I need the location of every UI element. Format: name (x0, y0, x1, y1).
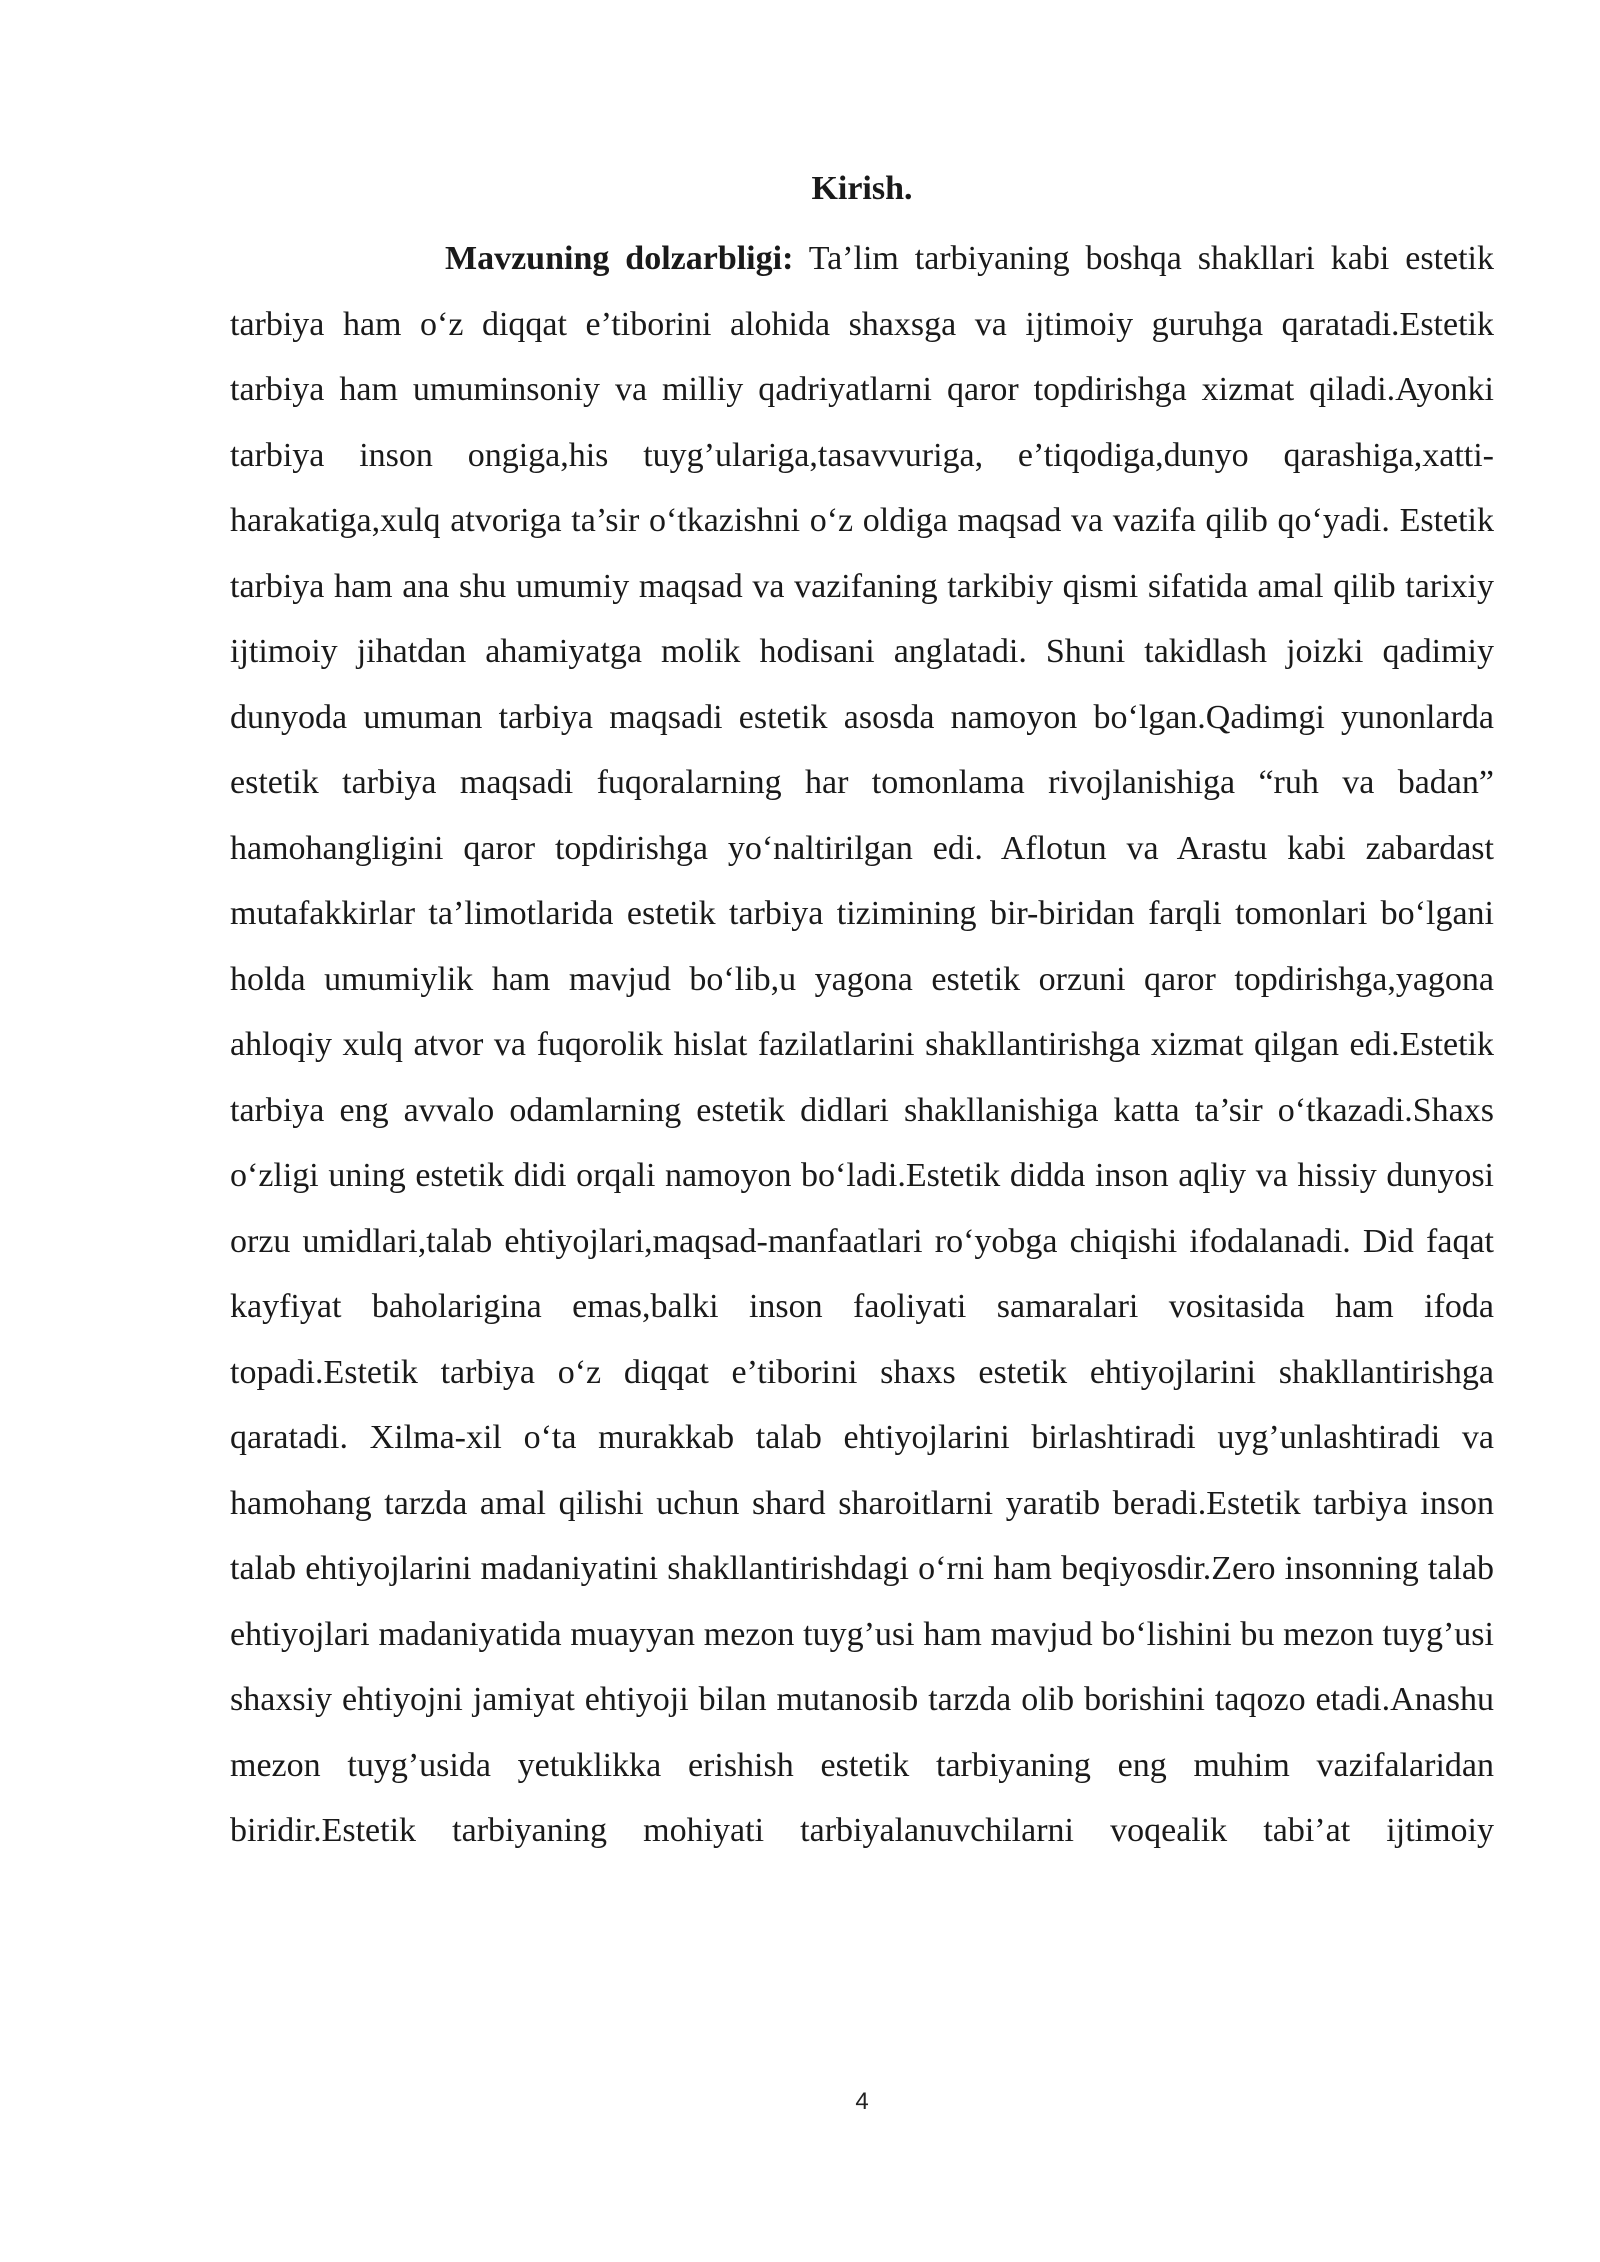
page-number: 4 (855, 2088, 869, 2115)
section-heading: Kirish. (811, 170, 913, 207)
paragraph-text: Ta’lim tarbiyaning boshqa shakllari kabi estetik tarbiya ham o‘z diqqat e’tiborini alohida shaxsga va ijtimoiy guruhga qaratadi.Estetik tarbiya ham umuminsoniy va milliy qadriyatlarni qaror topdirishga xizmat qiladi.Ayonki tarbiya inson ongiga,his tuyg’ulariga,tasavvuriga, e’tiqodiga,dunyo qarashiga,xatti-harakatiga,xulq atvoriga ta’sir o‘tkazishni o‘z oldiga maqsad va vazifa qilib qo‘yadi. Estetik tarbiya ham ana shu umumiy maqsad va vazifaning tarkibiy qismi sifatida amal qilib tarixiy ijtimoiy jihatdan ahamiyatga molik hodisani anglatadi. Shuni takidlash joizki qadimiy dunyoda umuman tarbiya maqsadi estetik asosda namoyon bo‘lgan.Qadimgi yunonlarda estetik tarbiya maqsadi fuqoralarning har tomonlama rivojlanishiga “ruh va badan” hamohangligini qaror topdirishga yo‘naltirilgan edi. Aflotun va Arastu kabi zabardast mutafakkirlar ta’limotlarida estetik tarbiya tizimining bir-biridan farqli tomonlari bo‘lgani holda umumiylik ham mavjud bo‘lib,u yagona estetik orzuni qaror topdirishga,yagona ahloqiy xulq atvor va fuqorolik hislat fazilatlarini shakllantirishga xizmat qilgan edi.Estetik tarbiya eng avvalo odamlarning estetik didlari shakllanishiga katta ta’sir o‘tkazadi.Shaxs o‘zligi uning estetik didi orqali namoyon bo‘ladi.Estetik didda inson aqliy va hissiy dunyosi orzu umidlari,talab ehtiyojlari,maqsad-manfaatlari ro‘yobga chiqishi ifodalanadi. Did faqat kayfiyat baholarigina emas,balki inson faoliyati samaralari vositasida ham ifoda topadi.Estetik tarbiya o‘z diqqat e’tiborini shaxs estetik ehtiyojlarini shakllantirishga qaratadi. Xilma-xil o‘ta murakkab talab ehtiyojlarini birlashtiradi uyg’unlashtiradi va hamohang tarzda amal qilishi uchun shard sharoitlarni yaratib beradi.Estetik tarbiya inson talab ehtiyojlarini madaniyatini shakllantirishdagi o‘rni ham beqiyosdir.Zero insonning talab ehtiyojlari madaniyatida muayyan mezon tuyg’usi ham mavjud bo‘lishini bu mezon tuyg’usi shaxsiy ehtiyojni jamiyat ehtiyoji bilan mutanosib tarzda olib borishini taqozo etadi.Anashu mezon tuyg’usida yetuklikka erishish estetik tarbiyaning eng muhim vazifalaridan biridir.Estetik tarbiyaning mohiyati tarbiyalanuvchilarni voqealik tabi’at ijtimoiy (230, 240, 1494, 1849)
lead-label: Mavzuning dolzarbligi: (445, 240, 794, 277)
body-paragraph (230, 226, 1494, 1864)
